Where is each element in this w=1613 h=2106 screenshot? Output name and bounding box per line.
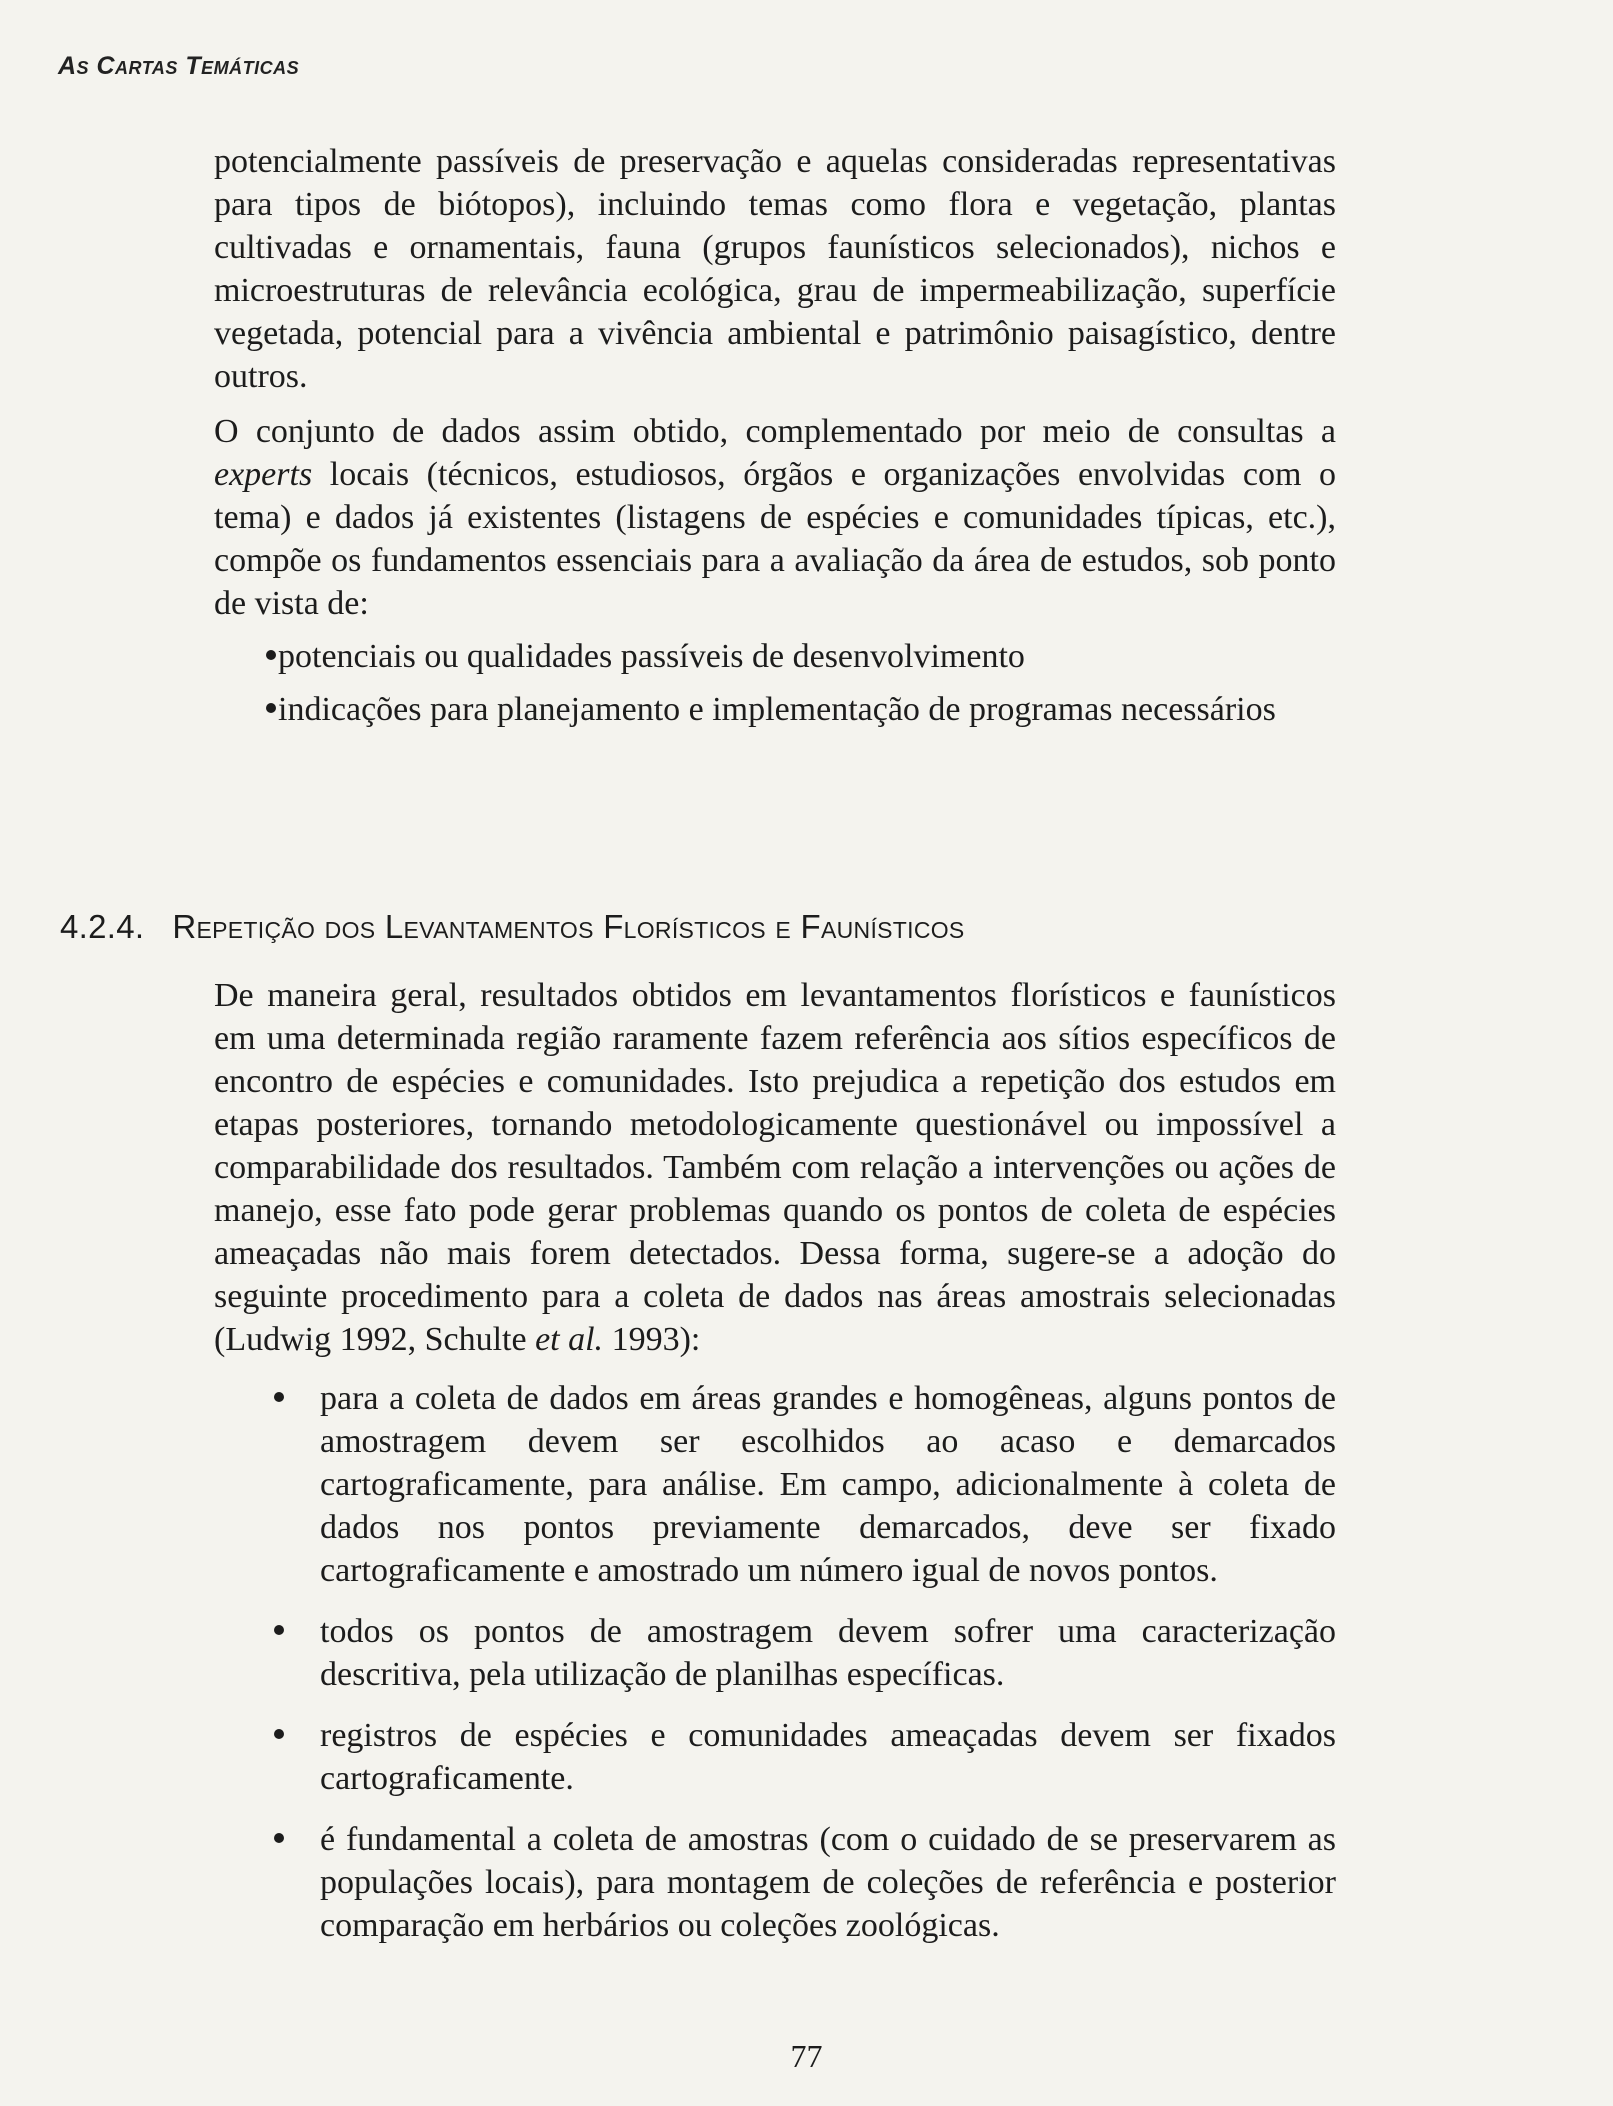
list-item-text: indicações para planejamento e implementação de programas necessários <box>278 691 1276 728</box>
list-item-text: todos os pontos de amostragem devem sofrer uma caracterização descritiva, pela utilização de planilhas específicas. <box>320 1613 1336 1693</box>
bullet-icon <box>274 1392 284 1402</box>
bullet-icon <box>266 703 276 713</box>
running-header: As Cartas Temáticas <box>58 52 300 80</box>
list-item <box>214 1377 1336 1592</box>
section-title: Repetição dos Levantamentos Florísticos e Faunísticos <box>172 908 965 945</box>
bullet-list-2 <box>214 1377 1336 1947</box>
list-item-text: potenciais ou qualidades passíveis de desenvolvimento <box>278 638 1025 675</box>
page-number: 77 <box>790 2038 823 2074</box>
paragraph-3-text: De maneira geral, resultados obtidos em levantamentos florísticos e faunísticos em uma determinada região raramente fazem referência aos sítios específicos de encontro de espécies e comunidades. Isto prejudica a repetição dos estudos em etapas posteriores, tornando metodologicamente questionável ou impossível a comparabilidade dos resultados. Também com relação a intervenções ou ações de manejo, esse fato pode gerar problemas quando os pontos de coleta de espécies ameaçadas não mais forem detectados. Dessa forma, sugere-se a adoção do seguinte procedimento para a coleta de dados nas áreas amostrais selecionadas (Ludwig 1992, Schulte <box>214 977 1336 1358</box>
bullet-list-1 <box>214 635 1336 731</box>
bullet-icon <box>274 1833 284 1843</box>
paragraph-1: potencialmente passíveis de preservação e aquelas consideradas representativas para tipos de biótopos), incluindo temas como flora e vegetação, plantas cultivadas e ornamentais, fauna (grupos faunísticos selecionados), nichos e microestruturas de relevância ecológica, grau de impermeabilização, superfície vegetada, potencial para a vivência ambiental e patrimônio paisagístico, dentre outros. <box>214 143 1336 395</box>
section-number: 4.2.4. <box>60 908 145 945</box>
paragraph-3-text-end: 1993): <box>603 1321 701 1358</box>
paragraph-2-text-end: locais (técnicos, estudiosos, órgãos e organizações envolvidas com o tema) e dados já existentes (listagens de espécies e comunidades típicas, etc.), compõe os fundamentos essenciais para a avaliação da área de estudos, sob ponto de vista de: <box>214 456 1336 622</box>
paragraph-2 <box>214 410 1336 625</box>
section-heading <box>60 908 965 946</box>
list-item-text: é fundamental a coleta de amostras (com o cuidado de se preservarem as populações locais), para montagem de coleções de referência e posterior comparação em herbários ou coleções zoológicas. <box>320 1821 1336 1944</box>
bullet-icon <box>274 1729 284 1739</box>
page-body-top <box>214 140 1336 731</box>
paragraph-2-text: O conjunto de dados assim obtido, complementado por meio de consultas a <box>214 413 1336 450</box>
paragraph-3-italic: et al. <box>535 1321 604 1358</box>
list-item <box>214 635 1336 678</box>
list-item <box>214 1818 1336 1947</box>
paragraph-3 <box>214 974 1336 1361</box>
list-item <box>214 688 1336 731</box>
list-item-text: registros de espécies e comunidades ameaçadas devem ser fixados cartograficamente. <box>320 1717 1336 1797</box>
list-item <box>214 1610 1336 1696</box>
bullet-icon <box>274 1625 284 1635</box>
list-item <box>214 1714 1336 1800</box>
bullet-icon <box>266 650 276 660</box>
page-body-section <box>214 974 1336 1947</box>
paragraph-2-italic: experts <box>214 456 313 493</box>
list-item-text: para a coleta de dados em áreas grandes e homogêneas, alguns pontos de amostragem devem ser escolhidos ao acaso e demarcados cartograficamente, para análise. Em campo, adicionalmente à coleta de dados nos pontos previamente demarcados, deve ser fixado cartograficamente e amostrado um número igual de novos pontos. <box>320 1380 1336 1589</box>
